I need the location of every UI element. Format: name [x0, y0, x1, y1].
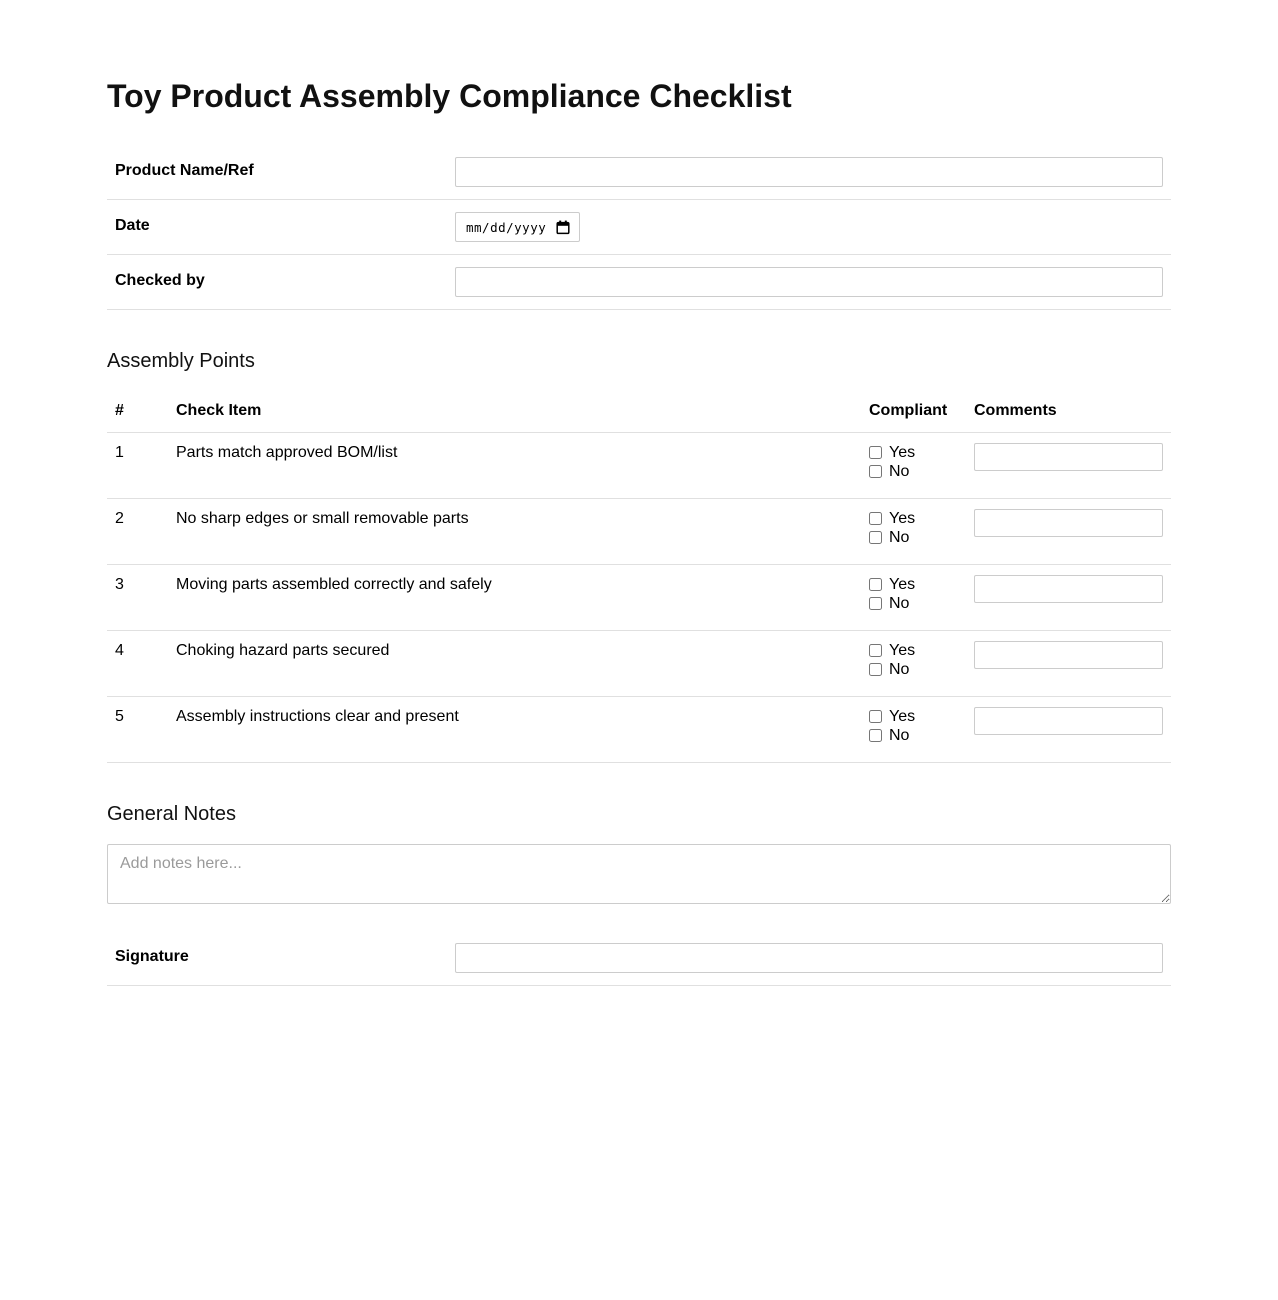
table-row: [107, 499, 1171, 565]
comment-input[interactable]: [974, 707, 1163, 735]
comment-input[interactable]: [974, 509, 1163, 537]
checklist-page: [107, 0, 1171, 1066]
compliant-yes-option[interactable]: [869, 443, 958, 462]
compliant-no-checkbox[interactable]: [869, 465, 882, 478]
row-number: 1: [107, 433, 168, 499]
assembly-points-heading: Assembly Points: [107, 350, 255, 372]
table-row: [107, 565, 1171, 631]
compliant-no-option[interactable]: [869, 660, 958, 679]
assembly-points-table: [107, 391, 1171, 763]
column-header-num: #: [107, 391, 168, 433]
comments-cell: [966, 433, 1171, 499]
table-row: [107, 433, 1171, 499]
no-label: No: [889, 727, 910, 744]
date-input[interactable]: [455, 212, 580, 242]
compliant-no-checkbox[interactable]: [869, 597, 882, 610]
column-header-comments: Comments: [966, 391, 1171, 433]
comments-cell: [966, 697, 1171, 763]
check-item-label: Choking hazard parts secured: [168, 631, 861, 697]
compliant-no-checkbox[interactable]: [869, 729, 882, 742]
signature-label: Signature: [115, 948, 189, 965]
comment-input[interactable]: [974, 575, 1163, 603]
compliant-cell: [861, 631, 966, 697]
comments-cell: [966, 499, 1171, 565]
yes-label: Yes: [889, 510, 916, 527]
comment-input[interactable]: [974, 443, 1163, 471]
compliant-yes-checkbox[interactable]: [869, 512, 882, 525]
header-fields: [107, 145, 1171, 310]
general-notes-heading: General Notes: [107, 803, 236, 825]
yes-label: Yes: [889, 708, 916, 725]
compliant-yes-checkbox[interactable]: [869, 578, 882, 591]
signature-input[interactable]: [455, 943, 1163, 973]
row-number: 2: [107, 499, 168, 565]
compliant-no-checkbox[interactable]: [869, 531, 882, 544]
product-name-field: [455, 157, 1171, 187]
compliant-yes-option[interactable]: [869, 641, 958, 660]
compliant-cell: [861, 499, 966, 565]
yes-label: Yes: [889, 642, 916, 659]
general-notes-textarea[interactable]: [107, 844, 1171, 904]
form-row-checked-by: [107, 255, 1171, 310]
column-header-compliant: Compliant: [861, 391, 966, 433]
form-row-date: [107, 200, 1171, 255]
form-row-product-name: [107, 145, 1171, 200]
product-name-input[interactable]: [455, 157, 1163, 187]
checked-by-input[interactable]: [455, 267, 1163, 297]
comments-cell: [966, 631, 1171, 697]
page-title: Toy Product Assembly Compliance Checklist: [107, 78, 792, 114]
check-item-label: Parts match approved BOM/list: [168, 433, 861, 499]
compliant-cell: [861, 565, 966, 631]
compliant-yes-checkbox[interactable]: [869, 710, 882, 723]
date-field: [455, 212, 1171, 242]
no-label: No: [889, 661, 910, 678]
compliant-yes-checkbox[interactable]: [869, 644, 882, 657]
compliant-no-checkbox[interactable]: [869, 663, 882, 676]
check-item-label: Moving parts assembled correctly and safely: [168, 565, 861, 631]
compliant-yes-checkbox[interactable]: [869, 446, 882, 459]
checked-by-field: [455, 267, 1171, 297]
compliant-no-option[interactable]: [869, 462, 958, 481]
no-label: No: [889, 463, 910, 480]
product-name-label: Product Name/Ref: [115, 162, 254, 179]
table-row: [107, 631, 1171, 697]
comments-cell: [966, 565, 1171, 631]
check-item-label: No sharp edges or small removable parts: [168, 499, 861, 565]
no-label: No: [889, 595, 910, 612]
form-row-signature: [107, 925, 1171, 986]
row-number: 3: [107, 565, 168, 631]
compliant-cell: [861, 433, 966, 499]
comment-input[interactable]: [974, 641, 1163, 669]
table-header-row: [107, 391, 1171, 433]
column-header-item: Check Item: [168, 391, 861, 433]
compliant-yes-option[interactable]: [869, 707, 958, 726]
checked-by-label: Checked by: [115, 272, 205, 289]
signature-field: [455, 943, 1171, 973]
date-label: Date: [115, 217, 150, 234]
calendar-icon[interactable]: [556, 220, 570, 235]
no-label: No: [889, 529, 910, 546]
yes-label: Yes: [889, 444, 916, 461]
compliant-no-option[interactable]: [869, 594, 958, 613]
date-placeholder: mm/dd/yyyy: [466, 219, 547, 235]
compliant-yes-option[interactable]: [869, 575, 958, 594]
row-number: 5: [107, 697, 168, 763]
table-row: [107, 697, 1171, 763]
row-number: 4: [107, 631, 168, 697]
compliant-yes-option[interactable]: [869, 509, 958, 528]
compliant-cell: [861, 697, 966, 763]
yes-label: Yes: [889, 576, 916, 593]
compliant-no-option[interactable]: [869, 726, 958, 745]
compliant-no-option[interactable]: [869, 528, 958, 547]
check-item-label: Assembly instructions clear and present: [168, 697, 861, 763]
